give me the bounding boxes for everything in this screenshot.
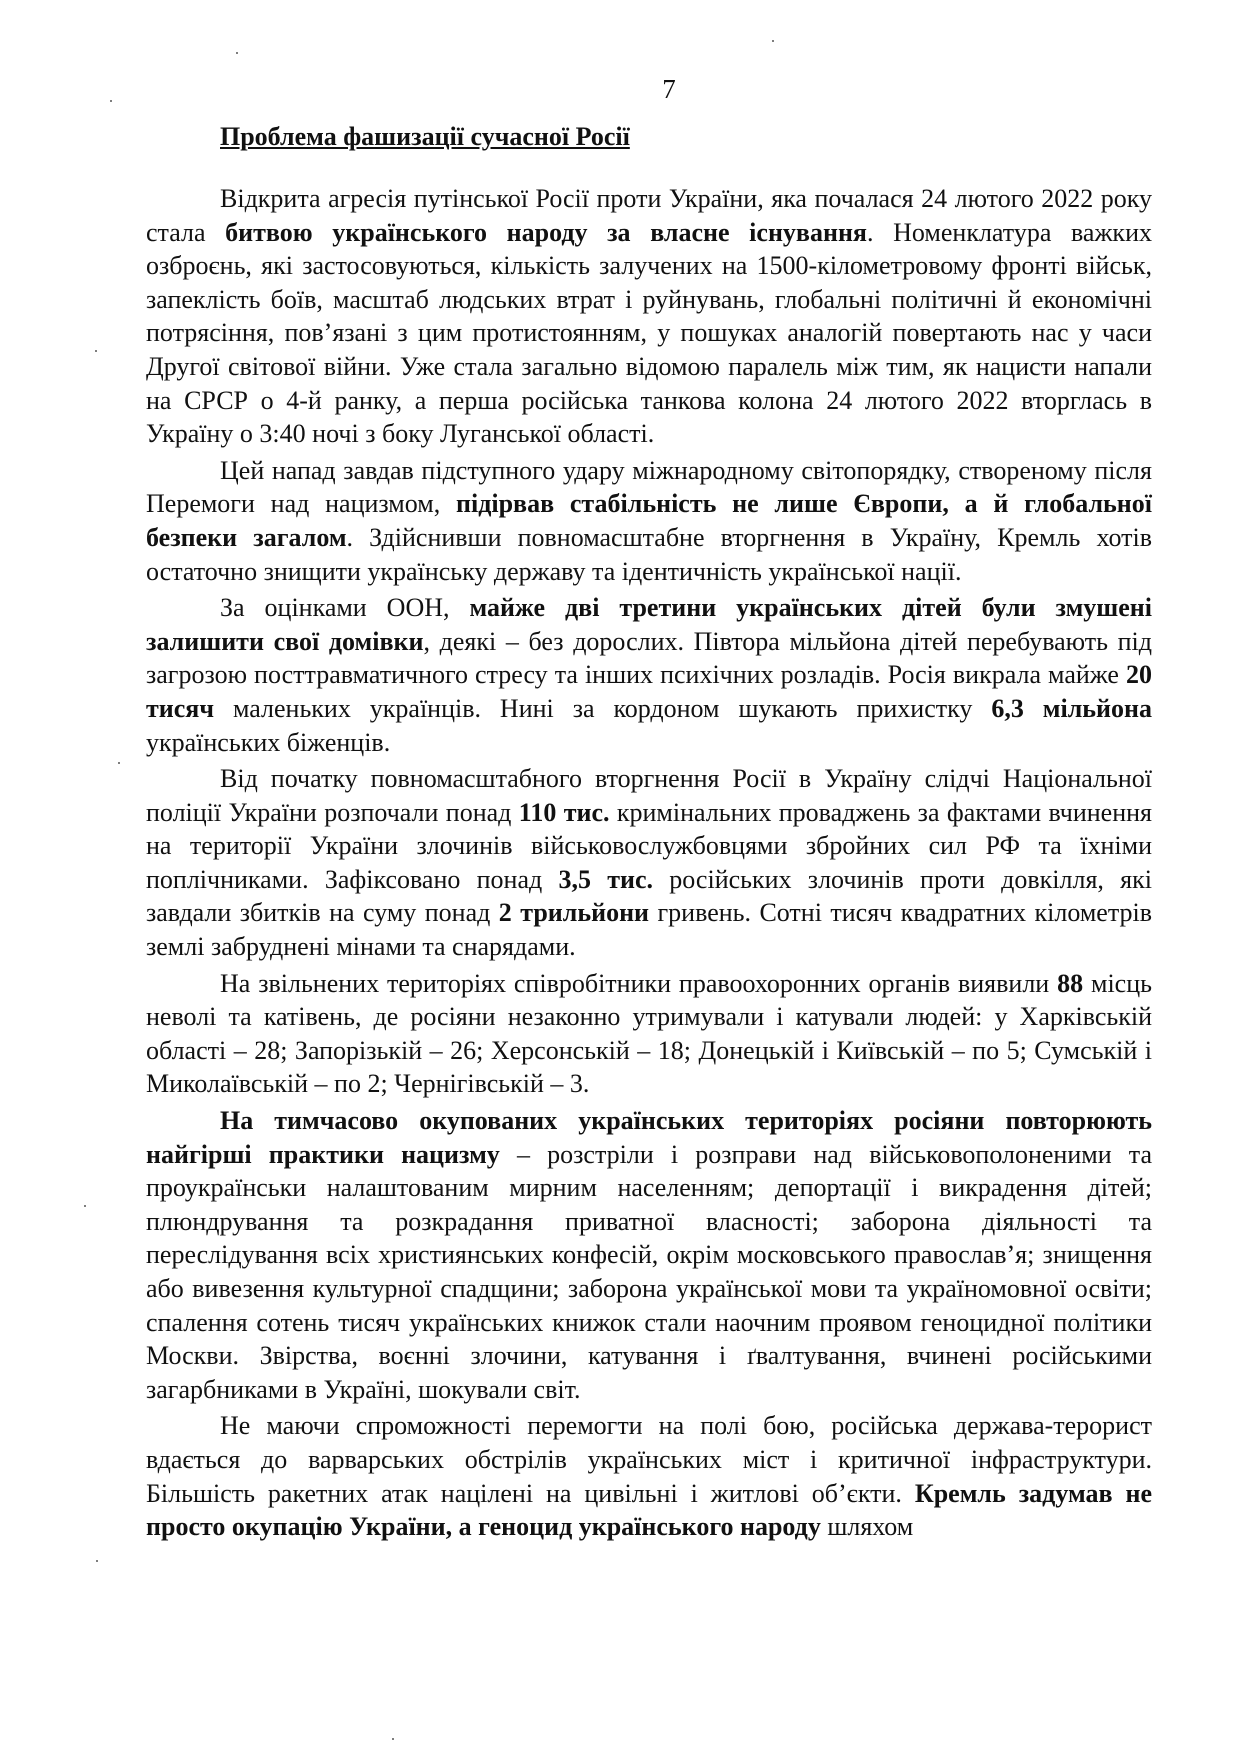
document-page	[146, 72, 1152, 1547]
scan-speck	[84, 1205, 86, 1207]
bold-text: 88	[1057, 968, 1084, 998]
bold-text: На тимчасово окупованих українських територіях росіяни повторюють найгірші практики нацизму	[146, 1106, 1152, 1169]
text-run: – розстріли і розправи над військовополоненими та проукраїнськи налаштованим мирним населенням; депортації і викрадення дітей; плюндрування та розкрадання приватної власності; заборона діяльності та переслідування всіх християнських конфесій, окрім московського православ’я; знищення або вивезення культурної спадщини; заборона української мови та україномовної освіти; спалення сотень тисяч українських книжок стали наочним проявом геноцидної політики Москви. Звірства, воєнні злочини, катування і ґвалтування, вчинені російськими загарбниками в Україні, шокували світ.	[146, 1139, 1152, 1404]
page-number: 7	[662, 74, 676, 104]
scan-speck	[110, 100, 112, 102]
bold-text: підірвав стабільність не лише Європи, а й глобальної безпеки загалом	[146, 489, 1152, 552]
text-run: За оцінками ООН,	[220, 593, 470, 623]
text-run: маленьких українців. Нині за кордоном шукають прихистку	[214, 693, 992, 723]
scan-speck	[96, 1560, 98, 1562]
text-run: . Номенклатура важких озброєнь, які застосовуються, кількість залучених на 1500-кілометровому фронті військ, запеклість боїв, масштаб людських втрат і руйнувань, глобальні політичні й економічні потрясіння, пов’язані з цим протистоянням, у пошуках аналогій повертають нас у часи Другої світової війни. Уже стала загально відомою паралель між тим, як нацисти напали на СРСР о 4-й ранку, а перша російська танкова колона 24 лютого 2022 вторглась в Україну о 3:40 ночі з боку Луганської області.	[146, 217, 1152, 449]
paragraph	[146, 182, 1152, 451]
paragraph	[146, 762, 1152, 964]
text-run: Не маючи спроможності перемогти на полі бою, російська держава-терорист вдається до варварських обстрілів українських міст і критичної інфраструктури. Більшість ракетних атак націлені на цивільні і житлові об’єкти.	[146, 1411, 1152, 1508]
text-run: кримінальних проваджень за фактами вчинення на території України злочинів військовослужбовцями збройних сил РФ та їхніми поплічниками. Зафіксовано понад	[146, 797, 1152, 894]
bold-text: майже дві третини українських дітей були змушені залишити свої домівки	[146, 593, 1153, 656]
text-run: українських біженців.	[146, 727, 391, 757]
bold-text: 20 тисяч	[146, 660, 1152, 723]
bold-text: 3,5 тис.	[558, 864, 654, 894]
body-text	[146, 182, 1152, 1544]
paragraph	[146, 1409, 1152, 1543]
text-run: шляхом	[820, 1512, 914, 1542]
text-run: , деякі – без дорослих. Півтора мільйона дітей перебувають під загрозою посттравматичного стресу та інших психічних розладів. Росія викрала майже	[146, 626, 1152, 690]
bold-text: Кремль задумав не просто окупацію України, а геноцид українського народу	[146, 1478, 1152, 1542]
bold-text: 2 трильйони	[498, 898, 650, 928]
text-run: Від початку повномасштабного вторгнення Росії в Україну слідчі Національної поліції України розпочали понад	[146, 764, 1152, 827]
bold-text: 6,3 мільйона	[991, 693, 1152, 723]
paragraph	[146, 454, 1152, 588]
text-run: . Здійснивши повномасштабне вторгнення в Україну, Кремль хотів остаточно знищити українську державу та ідентичність української нації.	[146, 522, 1152, 586]
paragraph	[146, 1104, 1152, 1406]
scan-speck	[95, 350, 97, 352]
text-run: російських злочинів проти довкілля, які завдали збитків на суму понад	[146, 864, 1152, 928]
scan-speck	[772, 40, 774, 42]
paragraph	[146, 967, 1152, 1101]
section-heading: Проблема фашизації сучасної Росії	[220, 122, 630, 151]
text-run: Відкрита агресія путінської Росії проти України, яка почалася 24 лютого 2022 року стала	[146, 184, 1152, 247]
text-run: На звільнених територіях співробітники правоохоронних органів виявили	[220, 968, 1058, 998]
text-run: гривень. Сотні тисяч квадратних кілометрів землі забруднені мінами та снарядами.	[146, 898, 1153, 962]
scan-speck	[118, 762, 120, 764]
bold-text: 110 тис.	[518, 797, 610, 827]
text-run: Цей напад завдав підступного удару міжнародному світопорядку, створеному після Перемоги над нацизмом,	[146, 455, 1152, 519]
bold-text: битвою українського народу за власне існування	[225, 217, 867, 247]
scan-speck	[236, 52, 238, 54]
paragraph	[146, 591, 1152, 759]
text-run: місць неволі та катівень, де росіяни незаконно утримували і катували людей: у Харківській області – 28; Запорізькій – 26; Херсонській – 18; Донецькій і Київській – по 5; Сумській і Миколаївській – по 2; Чернігівській – 3.	[146, 968, 1152, 1099]
scan-speck	[392, 1738, 394, 1740]
